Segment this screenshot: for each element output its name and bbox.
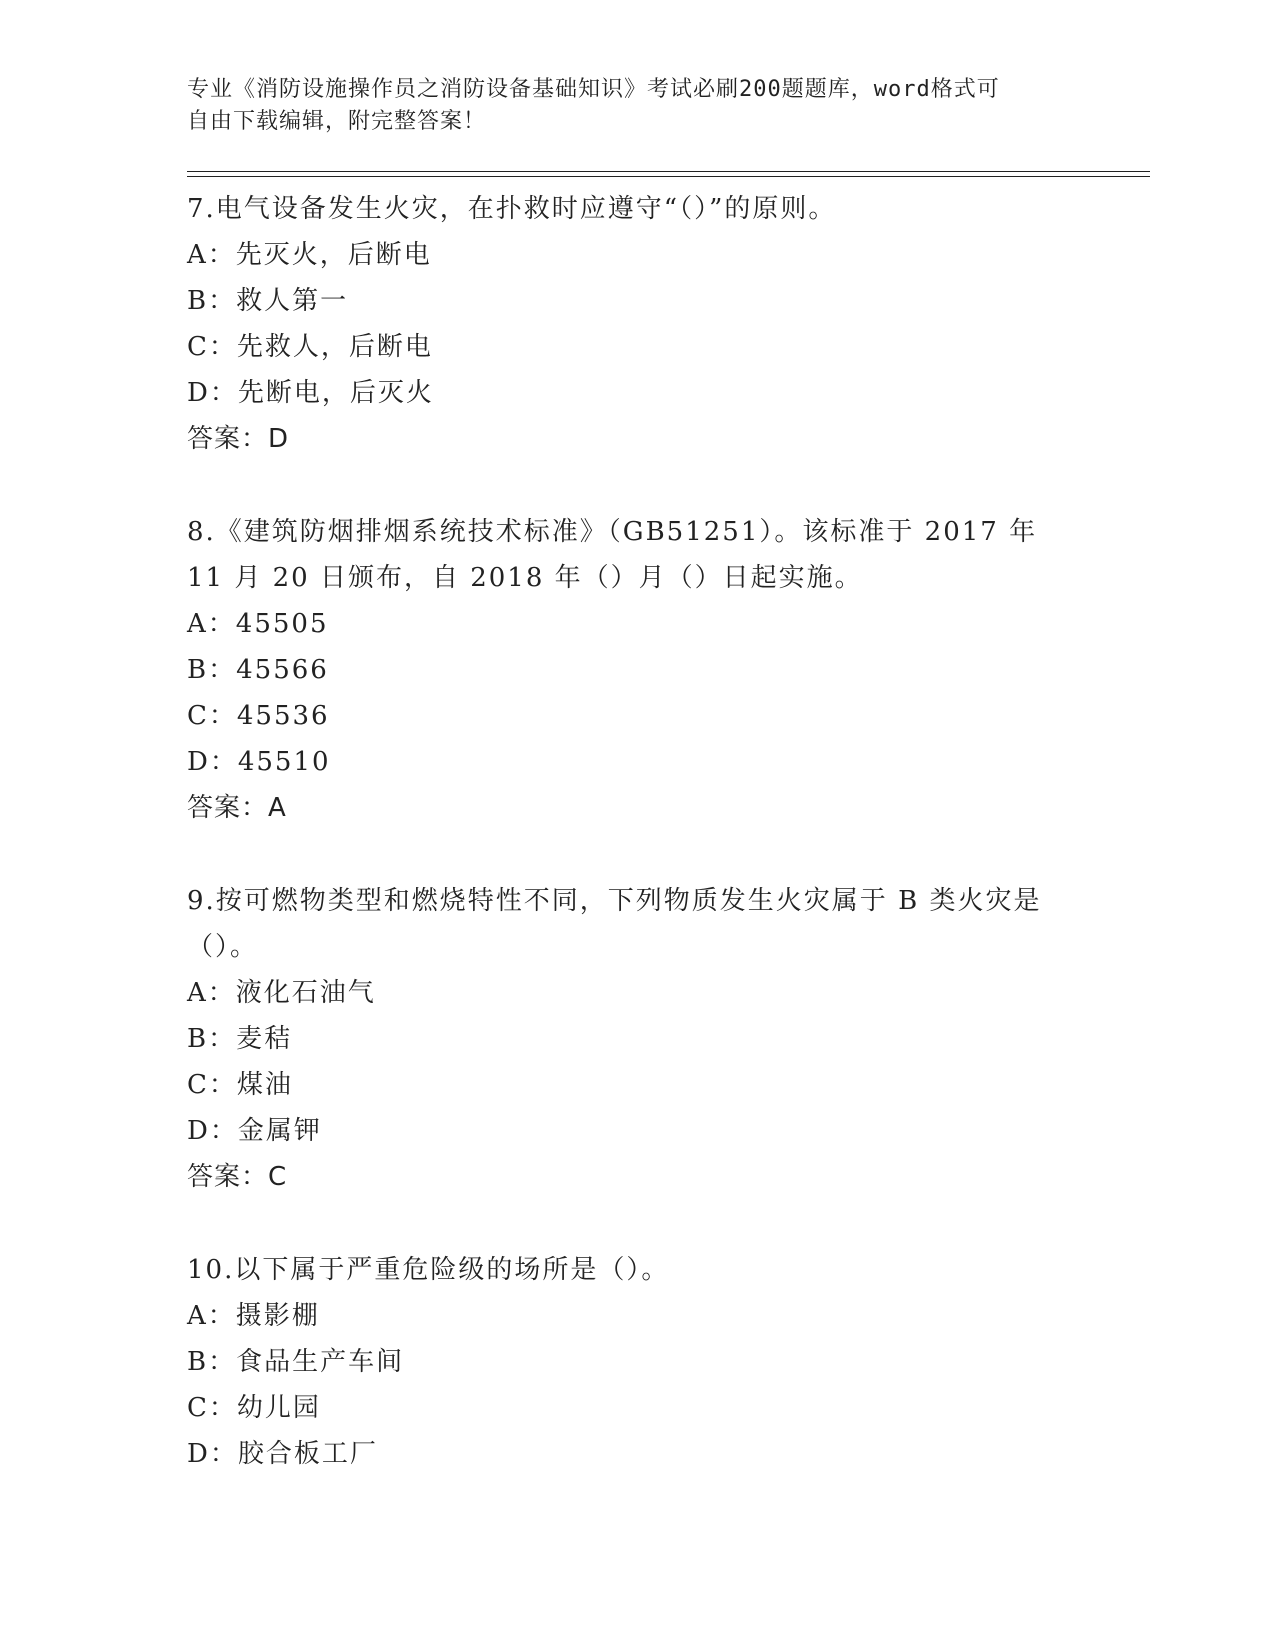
answer: 答案：D — [187, 424, 290, 454]
option-c: C：煤油 — [187, 1070, 293, 1100]
option-d: D：胶合板工厂 — [187, 1439, 378, 1469]
question-stem: 8.《建筑防烟排烟系统技术标准》（GB51251）。该标准于 2017 年 11 月 20 日颁布，自 2018 年（）月（）日起实施。 — [187, 517, 1038, 593]
option-b: B：麦秸 — [187, 1024, 293, 1054]
header-line-2: 自由下载编辑，附完整答案！ — [187, 109, 487, 134]
question-stem: 7.电气设备发生火灾，在扑救时应遵守“（）”的原则。 — [187, 194, 837, 224]
question-stem: 9.按可燃物类型和燃烧特性不同，下列物质发生火灾属于 B 类火灾是（）。 — [187, 886, 1042, 962]
document-header — [187, 74, 1067, 138]
option-d: D：金属钾 — [187, 1116, 322, 1146]
option-a: A：摄影棚 — [187, 1301, 320, 1331]
question-stem: 10.以下属于严重危险级的场所是（）。 — [187, 1255, 670, 1285]
option-c: C：幼儿园 — [187, 1393, 321, 1423]
option-a: A：45505 — [187, 609, 329, 639]
option-a: A：先灭火，后断电 — [187, 240, 432, 270]
question-7 — [187, 186, 1067, 462]
header-divider-top — [187, 171, 1150, 172]
header-line-1: 专业《消防设施操作员之消防设备基础知识》考试必刷200题题库，word格式可 — [187, 77, 1000, 102]
option-c: C：先救人，后断电 — [187, 332, 433, 362]
answer: 答案：C — [187, 1162, 288, 1192]
option-c: C：45536 — [187, 701, 330, 731]
option-b: B：救人第一 — [187, 286, 349, 316]
option-d: D：先断电，后灭火 — [187, 378, 434, 408]
header-divider-bottom — [187, 176, 1150, 177]
option-d: D：45510 — [187, 747, 331, 777]
option-a: A：液化石油气 — [187, 978, 376, 1008]
answer: 答案：A — [187, 793, 287, 823]
question-9 — [187, 878, 1067, 1200]
question-8 — [187, 509, 1067, 831]
option-b: B：45566 — [187, 655, 329, 685]
question-list — [187, 186, 1067, 1524]
option-b: B：食品生产车间 — [187, 1347, 405, 1377]
question-10 — [187, 1247, 1067, 1477]
